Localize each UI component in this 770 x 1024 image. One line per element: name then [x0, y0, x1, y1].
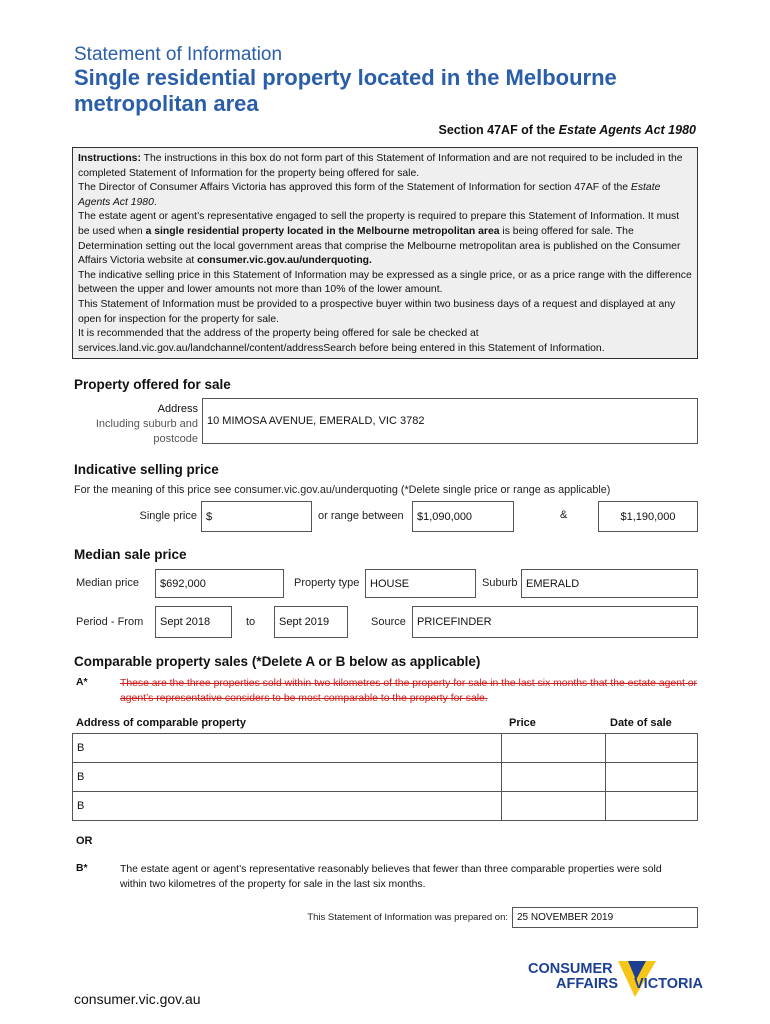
comparable-date-cell[interactable]: [606, 792, 698, 821]
svg-text:CONSUMER: CONSUMER: [528, 961, 613, 977]
period-to-label: to: [246, 616, 256, 628]
instructions-p1: The instructions in this box do not form part of this Statement of Information and are not required to be included in the completed Statement of Information for the property being offered for sale.: [78, 153, 683, 179]
prepared-date-field[interactable]: 25 NOVEMBER 2019: [512, 907, 698, 928]
address-field[interactable]: 10 MIMOSA AVENUE, EMERALD, VIC 3782: [202, 398, 698, 444]
comparable-address-cell[interactable]: B: [73, 734, 502, 763]
instructions-label: Instructions:: [78, 153, 141, 164]
col-address-header: Address of comparable property: [76, 717, 246, 729]
single-price-field[interactable]: $: [201, 501, 312, 532]
property-heading: Property offered for sale: [74, 377, 231, 392]
form-kicker: Statement of Information: [74, 44, 283, 65]
comparable-heading: Comparable property sales (*Delete A or B below as applicable): [74, 654, 481, 669]
instructions-p3b: a single residential property located in the Melbourne metropolitan area: [145, 225, 500, 237]
page-title: Single residential property located in the Melbourne metropolitan area: [74, 65, 617, 116]
source-label: Source: [371, 616, 406, 628]
instructions-p4: The indicative selling price in this Statement of Information may be expressed as a single price, or as a price range with the difference between the upper and lower amounts not more than 10% of the lower amount.: [78, 269, 692, 296]
single-price-label: Single price: [139, 510, 197, 522]
table-row: [73, 763, 698, 792]
comparable-address-cell[interactable]: B: [73, 792, 502, 821]
median-price-label: Median price: [76, 577, 139, 589]
section-act: Estate Agents Act 1980: [558, 123, 696, 137]
logo-graphic: [528, 957, 703, 1001]
consumer-affairs-victoria-logo: [528, 957, 703, 1001]
median-heading: Median sale price: [74, 547, 187, 562]
instructions-p3a: The estate agent or agent’s representative engaged to sell the property is required to prepare this Statement of Information. It must be used when: [78, 211, 680, 237]
prepared-label: This Statement of Information was prepared on:: [307, 912, 508, 923]
period-from-label: Period - From: [76, 616, 144, 628]
range-low-field[interactable]: $1,090,000: [412, 501, 514, 532]
comparable-price-cell[interactable]: [502, 792, 606, 821]
range-label: or range between: [318, 510, 404, 522]
or-label: OR: [76, 835, 93, 847]
section-prefix: Section 47AF of the: [438, 123, 559, 137]
address-label-line3: postcode: [153, 433, 198, 445]
instructions-p2c: .: [153, 196, 157, 208]
svg-text:VICTORIA: VICTORIA: [634, 976, 703, 992]
price-note: For the meaning of this price see consumer.vic.gov.au/underquoting (*Delete single price or range as applicable): [74, 484, 611, 496]
instructions-p6: It is recommended that the address of the property being offered for sale be checked at services.land.vic.gov.au/landchannel/content/addressSearch before being entered in this Statement of Information.: [78, 328, 605, 354]
comparable-price-cell[interactable]: [502, 734, 606, 763]
period-from-field[interactable]: Sept 2018: [155, 606, 232, 638]
instructions-p3c: is being offered for sale. The Determination setting out the local government areas that comprise the Melbourne metropolitan area is published on the Consumer Affairs Victoria website at: [78, 225, 681, 267]
table-row: [73, 734, 698, 763]
property-type-field[interactable]: HOUSE: [365, 569, 476, 598]
instructions-p2b: Estate Agents Act 1980: [78, 182, 661, 208]
comparable-price-cell[interactable]: [502, 763, 606, 792]
option-b-text: The estate agent or agent’s representative reasonably believes that fewer than three comparable properties were sold within two kilometres of the property for sale in the last six months.: [120, 864, 662, 890]
instructions-box: [72, 147, 698, 359]
median-price-field[interactable]: $692,000: [155, 569, 284, 598]
price-heading: Indicative selling price: [74, 462, 219, 477]
col-date-header: Date of sale: [610, 717, 672, 729]
instructions-p5: This Statement of Information must be provided to a prospective buyer within two business days of a request and displayed at any open for inspection for the property for sale.: [78, 298, 676, 325]
range-high-field[interactable]: $1,190,000: [598, 501, 698, 532]
svg-text:AFFAIRS: AFFAIRS: [556, 976, 619, 992]
suburb-label: Suburb: [482, 577, 518, 589]
range-and-symbol: &: [560, 509, 568, 521]
instructions-p2a: The Director of Consumer Affairs Victoria has approved this form of the Statement of Information for section 47AF of the: [78, 182, 631, 194]
option-a-marker: A*: [76, 677, 88, 688]
option-b-marker: B*: [76, 863, 88, 874]
comparable-table: [72, 733, 698, 821]
comparable-address-cell[interactable]: B: [73, 763, 502, 792]
instructions-link[interactable]: consumer.vic.gov.au/underquoting.: [197, 255, 372, 267]
address-label-line2: Including suburb and: [95, 418, 198, 430]
section-reference: [439, 123, 696, 137]
address-label-line1: Address: [157, 403, 198, 415]
option-a-text: These are the three properties sold within two kilometres of the property for sale in the last six months that the estate agent or agent’s representative considers to be most comparable to the property for sale.: [120, 678, 697, 704]
suburb-field[interactable]: EMERALD: [521, 569, 698, 598]
footer-url[interactable]: consumer.vic.gov.au: [74, 991, 201, 1007]
comparable-date-cell[interactable]: [606, 763, 698, 792]
source-field[interactable]: PRICEFINDER: [412, 606, 698, 638]
table-row: [73, 792, 698, 821]
address-label: [74, 402, 198, 447]
comparable-date-cell[interactable]: [606, 734, 698, 763]
period-to-field[interactable]: Sept 2019: [274, 606, 348, 638]
col-price-header: Price: [509, 717, 536, 729]
property-type-label: Property type: [294, 577, 360, 589]
